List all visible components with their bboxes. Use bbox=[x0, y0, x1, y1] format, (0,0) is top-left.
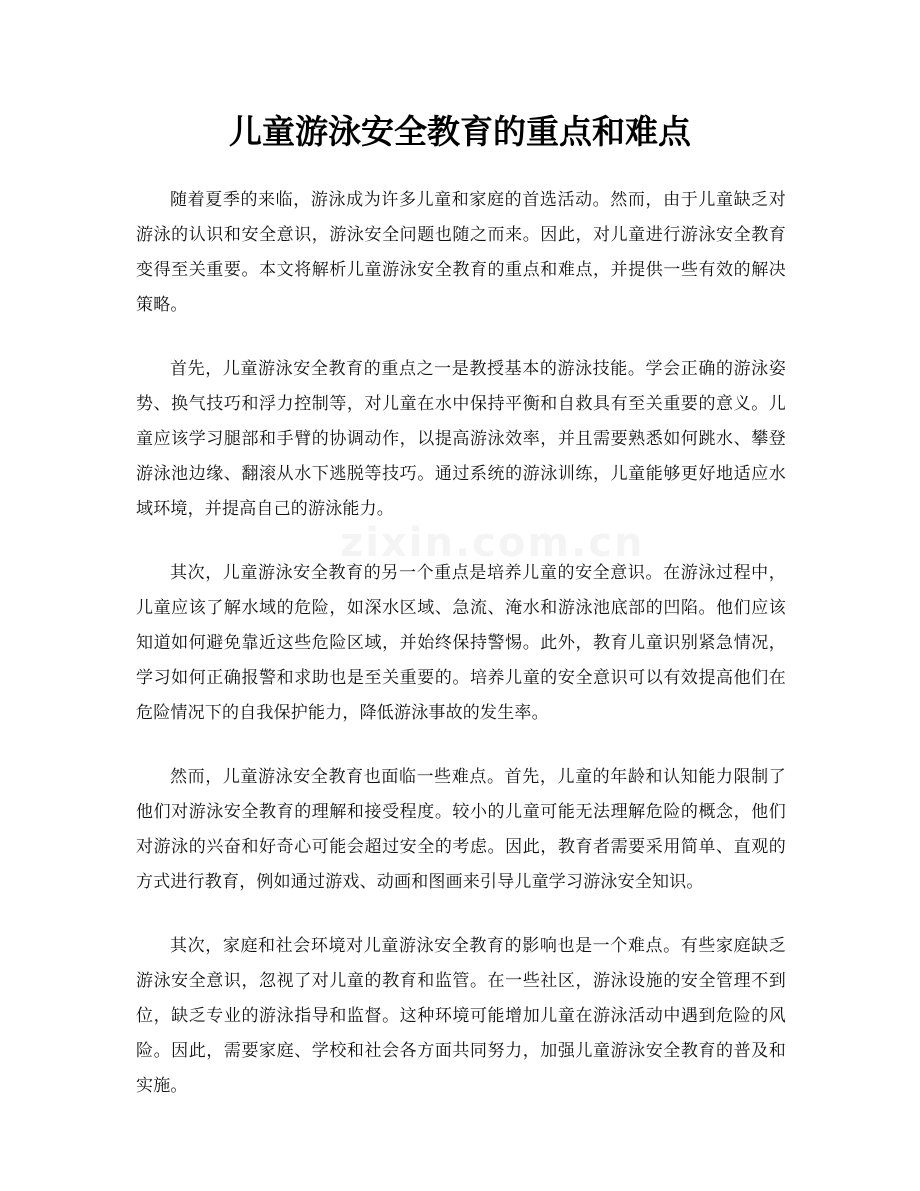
document-body bbox=[136, 183, 786, 1133]
paragraph-environment-difficulty: 其次，家庭和社会环境对儿童游泳安全教育的影响也是一个难点。有些家庭缺乏游泳安全意识，忽视了对儿童的教育和监管。在一些社区，游泳设施的安全管理不到位，缺乏专业的游泳指导和监督。这种环境可能增加儿童在游泳活动中遇到危险的风险。因此，需要家庭、学校和社会各方面共同努力，加强儿童游泳安全教育的普及和实施。 bbox=[136, 936, 786, 1096]
paragraph-swimming-skills: 首先，儿童游泳安全教育的重点之一是教授基本的游泳技能。学会正确的游泳姿势、换气技巧和浮力控制等，对儿童在水中保持平衡和自救具有至关重要的意义。儿童应该学习腿部和手臂的协调动作，以提高游泳效率，并且需要熟悉如何跳水、攀登游泳池边缘、翻滚从水下逃脱等技巧。通过系统的游泳训练，儿童能够更好地适应水域环境，并提高自己的游泳能力。 bbox=[136, 359, 786, 519]
paragraph-safety-awareness: 其次，儿童游泳安全教育的另一个重点是培养儿童的安全意识。在游泳过程中，儿童应该了解水域的危险，如深水区域、急流、淹水和游泳池底部的凹陷。他们应该知道如何避免靠近这些危险区域，并始终保持警惕。此外，教育儿童识别紧急情况，学习如何正确报警和求助也是至关重要的。培养儿童的安全意识可以有效提高他们在危险情况下的自我保护能力，降低游泳事故的发生率。 bbox=[136, 563, 786, 723]
paragraph-age-difficulty: 然而，儿童游泳安全教育也面临一些难点。首先，儿童的年龄和认知能力限制了他们对游泳安全教育的理解和接受程度。较小的儿童可能无法理解危险的概念，他们对游泳的兴奋和好奇心可能会超过安全的考虑。因此，教育者需要采用简单、直观的方式进行教育，例如通过游戏、动画和图画来引导儿童学习游泳安全知识。 bbox=[136, 767, 786, 892]
paragraph-intro: 随着夏季的来临，游泳成为许多儿童和家庭的首选活动。然而，由于儿童缺乏对游泳的认识和安全意识，游泳安全问题也随之而来。因此，对儿童进行游泳安全教育变得至关重要。本文将解析儿童游泳安全教育的重点和难点，并提供一些有效的解决策略。 bbox=[136, 190, 786, 315]
document-title: 儿童游泳安全教育的重点和难点 bbox=[229, 112, 691, 151]
